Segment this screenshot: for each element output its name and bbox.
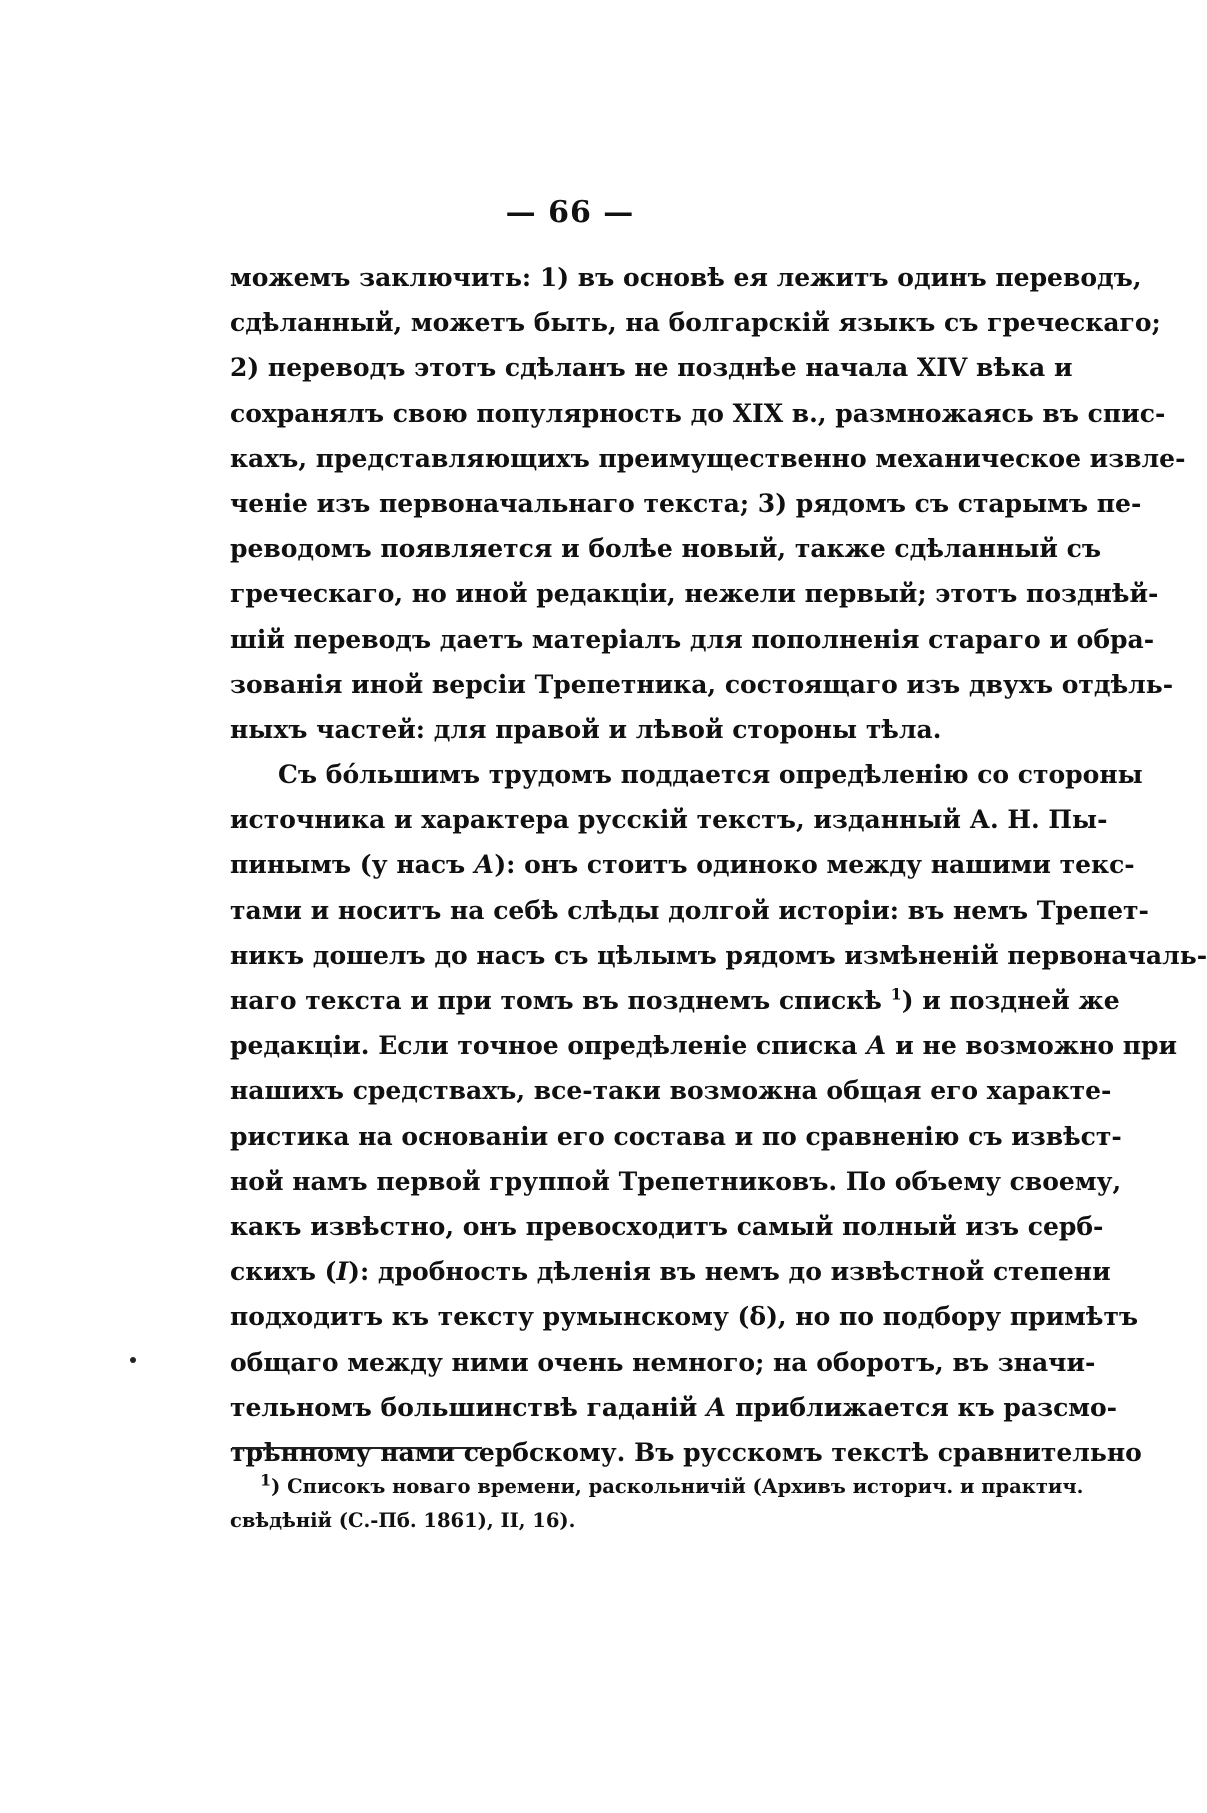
margin-dot	[130, 1357, 136, 1363]
footnote-divider	[232, 1447, 482, 1449]
text-segment: и не возможно при	[886, 1031, 1178, 1061]
text-segment: тельномъ большинствѣ гаданій	[230, 1392, 707, 1422]
text-line	[230, 1249, 1111, 1294]
text-line	[230, 978, 1120, 1023]
text-line: кахъ, представляющихъ преимущественно механическое извле-	[230, 443, 1186, 473]
manuscript-sigla: I	[336, 1257, 349, 1287]
text-line: сохранялъ свою популярность до XIX в., размножаясь въ спис-	[230, 398, 1166, 428]
text-segment: подходитъ къ тексту румынскому (	[230, 1302, 750, 1332]
manuscript-sigla: А	[866, 1031, 887, 1061]
footnote-line: свѣдѣній (С.-Пб. 1861), II, 16).	[230, 1509, 576, 1532]
text-line: ченіе изъ первоначальнаго текста; 3) рядомъ съ старымъ пе-	[230, 488, 1142, 518]
text-line: ной намъ первой группой Трепетниковъ. По объему своему,	[230, 1166, 1122, 1196]
text-segment: приближается къ разсмо-	[726, 1392, 1118, 1422]
text-line: можемъ заключить: 1) въ основѣ ея лежитъ одинъ переводъ,	[230, 263, 1142, 292]
text-segment: ): дробность дѣленія въ немъ до извѣстной степени	[348, 1257, 1111, 1287]
text-line: ныхъ частей: для правой и лѣвой стороны тѣла.	[230, 714, 942, 744]
text-line: реводомъ появляется и болѣе новый, также сдѣланный съ	[230, 534, 1102, 564]
text-segment: наго текста и при томъ въ позднемъ спискѣ	[230, 986, 891, 1015]
text-line: источника и характера русскій текстъ, изданный А. Н. Пы-	[230, 805, 1108, 835]
text-line: сдѣланный, можетъ быть, на болгарскій языкъ съ греческаго;	[230, 308, 1161, 338]
footnote-text: ) Списокъ новаго времени, раскольничій (Архивъ историч. и практич.	[271, 1475, 1084, 1498]
text-line: греческаго, но иной редакціи, нежели первый; этотъ позднѣй-	[230, 579, 1159, 609]
manuscript-sigla: δ	[749, 1302, 767, 1332]
footnote-reference: 1	[890, 984, 902, 1004]
footnotes	[230, 1470, 1084, 1538]
text-line: ристика на основаніи его состава и по сравненію съ извѣст-	[230, 1121, 1122, 1151]
text-segment: пинымъ (у насъ	[230, 850, 474, 880]
text-line: трѣнному нами сербскому. Въ русскомъ текстѣ сравнительно	[230, 1437, 1142, 1467]
text-line: тами и носитъ на себѣ слѣды долгой исторіи: въ немъ Трепет-	[230, 895, 1149, 925]
text-line: Съ бо́льшимъ трудомъ поддается опредѣленію со стороны	[278, 760, 1143, 790]
text-line: никъ дошелъ до насъ съ цѣлымъ рядомъ измѣненій первоначаль-	[230, 940, 1207, 970]
text-line	[230, 1023, 1178, 1068]
text-line	[230, 842, 1135, 887]
text-segment: редакціи. Если точное опредѣленіе списка	[230, 1031, 867, 1061]
footnote-line	[260, 1470, 1084, 1504]
text-line: 2) переводъ этотъ сдѣланъ не позднѣе начала XIV вѣка и	[230, 353, 1073, 383]
manuscript-sigla: А	[706, 1392, 727, 1422]
text-line: зованія иной версіи Трепетника, состоящаго изъ двухъ отдѣль-	[230, 669, 1174, 699]
footnote-marker: 1	[260, 1470, 272, 1490]
text-line: шій переводъ даетъ матеріалъ для пополненія стараго и обра-	[230, 624, 1155, 654]
manuscript-sigla: А	[473, 850, 495, 880]
text-line: нашихъ средствахъ, все-таки возможна общая его характе-	[230, 1076, 1112, 1106]
text-line: какъ извѣстно, онъ превосходитъ самый полный изъ серб-	[230, 1211, 1104, 1241]
text-line	[230, 1294, 1139, 1339]
text-segment: ): онъ стоитъ одиноко между нашими текс-	[494, 850, 1135, 880]
text-line: общаго между ними очень немного; на оборотъ, въ значи-	[230, 1347, 1096, 1377]
text-segment: скихъ (	[230, 1257, 337, 1287]
text-segment: ) и поздней же	[901, 986, 1120, 1015]
page-number: — 66 —	[505, 195, 635, 230]
body-text	[230, 255, 1207, 1475]
text-segment: ), но по подбору примѣтъ	[766, 1302, 1139, 1332]
text-line	[230, 1385, 1118, 1430]
